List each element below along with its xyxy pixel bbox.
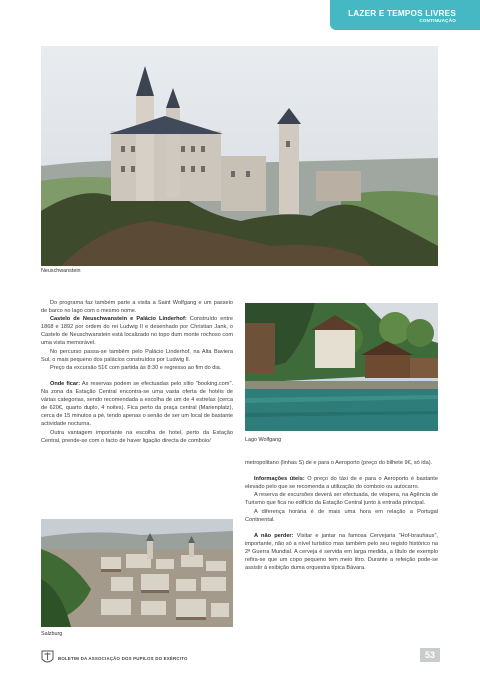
page-number: 53 [420, 648, 440, 662]
paragraph-body: O preço do táxi de e para o Aeroporto é bastante elevado pelo que se recomenda a utilização do comboio ou autocarro. [245, 476, 438, 491]
section-title: LAZER E TEMPOS LIVRES [348, 9, 456, 18]
paragraph [245, 532, 438, 572]
paragraph: No percurso passa-se também pelo Palácio Linderhof, na Alta Baviera Sul, o mais pequeno dos palácios construídos por Ludwig II. [41, 348, 233, 363]
section-header-tab [330, 0, 480, 30]
salzburg-photo [41, 519, 233, 627]
paragraph-heading: A não perder: [254, 532, 294, 539]
association-logo-icon [41, 650, 54, 665]
left-column-text [41, 299, 233, 445]
paragraph [245, 475, 438, 491]
paragraph [41, 315, 233, 347]
salzburg-caption: Salzburg [41, 631, 63, 637]
paragraph [41, 380, 233, 429]
paragraph: Do programa faz também parte a visita a Saint Wolfgang e um passeio de barco no lago com o mesmo nome. [41, 300, 233, 315]
paragraph-body: As reservas podem se efectuadas pelo sítio "booking.com". Na zona da Estação Central encontra-se uma vasta oferta de hotéis de várias categorias, sendo recomendada a escolha de um de 4 estrelas (cerca de 620€, quarto duplo, 4 noites). Fica perto da praça central (Marienplatz), cerca de 15 minutos a pé, tendo apenas o senão de ser um local de bastante actividade nocturna. [41, 380, 233, 428]
paragraph-body: Visitar e jantar na famosa Cervejaria "Hof-brauhaus", importante, não só a nível turístico mas também pelo seu registo histórico na 2ª Guerra Mundial. A cerveja é servida em larga medida, a título de exemplo refira-se que um copo pequeno tem meio litro. Durante a refeição pode-se assistir à exibição duma orquestra típica Bávara. [245, 532, 438, 572]
paragraph: A diferença horária é de mais uma hora em relação a Portugal Continental. [245, 508, 438, 523]
right-column-text [245, 459, 438, 572]
paragraph: A reserva de excursões deverá ser efectuada, de véspera, na Agência de Turismo que fica no edifício da Estação Central junto à entrada principal. [245, 492, 438, 507]
paragraph: Outra vantagem importante na escolha de hotel, perto da Estação Central, prende-se com o facto de haver ligação directa de comboio/ [41, 429, 233, 444]
paragraph-heading: Castelo de Neuschwanstein e Palácio Linderhof: [50, 316, 187, 323]
paragraph: Preço da excursão 51€ com partida às 8:30 e regresso ao fim do dia. [50, 364, 222, 371]
lago-wolfgang-caption: Lago Wolfgang [245, 437, 282, 443]
lago-wolfgang-photo [245, 303, 438, 431]
neuschwanstein-photo [41, 46, 438, 266]
paragraph-heading: Informações úteis: [254, 476, 305, 483]
neuschwanstein-caption: Neuschwanstein [41, 268, 81, 274]
section-subtitle: CONTINUAÇÃO [419, 18, 456, 23]
footer-publication-name: BOLETIM DA ASSOCIAÇÃO DOS PUPILOS DO EXÉRCITO [58, 656, 188, 661]
paragraph-body: Construído entre 1868 e 1892 por ordem do rei Ludwig II e desenhado por Christian Jank, o Castelo de Neuschwanstein está localizado no topo dum monte rochoso com uma vista memorável. [41, 316, 233, 347]
paragraph-heading: Onde ficar: [50, 380, 81, 387]
paragraph: metropolitano (linhas S) de e para o Aeroporto (preço do bilhete 9€, só ida). [245, 460, 433, 466]
